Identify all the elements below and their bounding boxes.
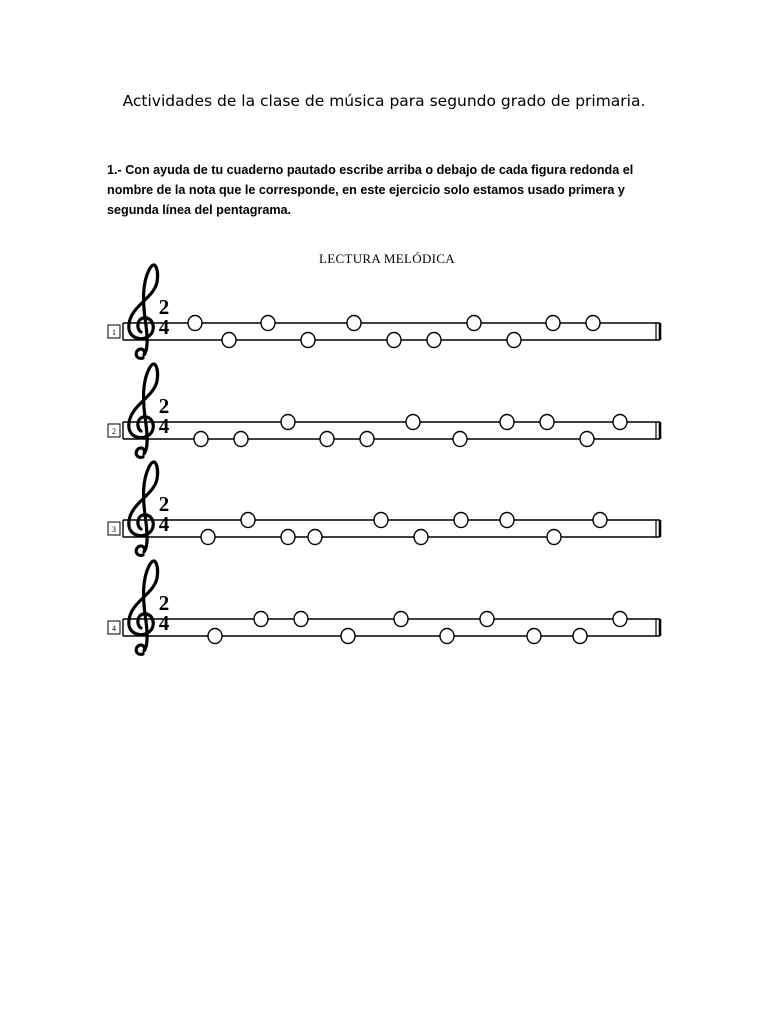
whole-note: [613, 415, 627, 430]
whole-note: [254, 612, 268, 627]
treble-clef-icon: [129, 561, 158, 654]
treble-clef-icon: [129, 462, 158, 555]
staff-row: [108, 462, 660, 555]
time-signature-bottom: 4: [158, 315, 170, 339]
whole-note: [580, 432, 594, 447]
row-number: 2: [112, 427, 116, 436]
time-signature-top: 2: [158, 295, 170, 319]
whole-note: [222, 333, 236, 348]
whole-note: [467, 316, 481, 331]
whole-note: [301, 333, 315, 348]
page-title: Actividades de la clase de música para segundo grado de primaria.: [122, 92, 646, 110]
whole-note: [547, 530, 561, 545]
whole-note: [507, 333, 521, 348]
staff-row: [108, 561, 660, 654]
whole-note: [234, 432, 248, 447]
whole-note: [527, 629, 541, 644]
whole-note: [593, 513, 607, 528]
whole-note: [546, 316, 560, 331]
time-signature-top: 2: [158, 492, 170, 516]
whole-note: [188, 316, 202, 331]
row-number: 1: [112, 328, 116, 337]
whole-note: [427, 333, 441, 348]
whole-note: [500, 415, 514, 430]
whole-note: [406, 415, 420, 430]
whole-note: [261, 316, 275, 331]
time-signature-bottom: 4: [158, 611, 170, 635]
whole-note: [281, 530, 295, 545]
treble-clef-icon: [129, 364, 158, 457]
whole-note: [394, 612, 408, 627]
whole-note: [201, 530, 215, 545]
whole-note: [480, 612, 494, 627]
time-signature-top: 2: [158, 394, 170, 418]
time-signature-bottom: 4: [158, 512, 170, 536]
whole-note: [500, 513, 514, 528]
whole-note: [241, 513, 255, 528]
whole-note: [387, 333, 401, 348]
whole-note: [440, 629, 454, 644]
whole-note: [281, 415, 295, 430]
whole-note: [341, 629, 355, 644]
whole-note: [573, 629, 587, 644]
whole-note: [453, 432, 467, 447]
whole-note: [320, 432, 334, 447]
whole-note: [208, 629, 222, 644]
whole-note: [414, 530, 428, 545]
whole-note: [540, 415, 554, 430]
whole-note: [586, 316, 600, 331]
exercise-instructions: 1.- Con ayuda de tu cuaderno pautado escribe arriba o debajo de cada figura redonda el nombre de la nota que le corresponde, en este ejercicio solo estamos usado primera y segunda línea del pentagrama.: [107, 163, 634, 217]
whole-note: [308, 530, 322, 545]
staff-row: [108, 364, 660, 457]
row-number: 3: [112, 525, 116, 534]
whole-note: [294, 612, 308, 627]
whole-note: [360, 432, 374, 447]
staff-row: [108, 265, 660, 358]
time-signature-bottom: 4: [158, 414, 170, 438]
whole-note: [374, 513, 388, 528]
whole-note: [194, 432, 208, 447]
whole-note: [613, 612, 627, 627]
row-number: 4: [112, 624, 116, 633]
treble-clef-icon: [129, 265, 158, 358]
whole-note: [347, 316, 361, 331]
whole-note: [454, 513, 468, 528]
time-signature-top: 2: [158, 591, 170, 615]
score-heading: LECTURA MELÓDICA: [319, 251, 455, 266]
